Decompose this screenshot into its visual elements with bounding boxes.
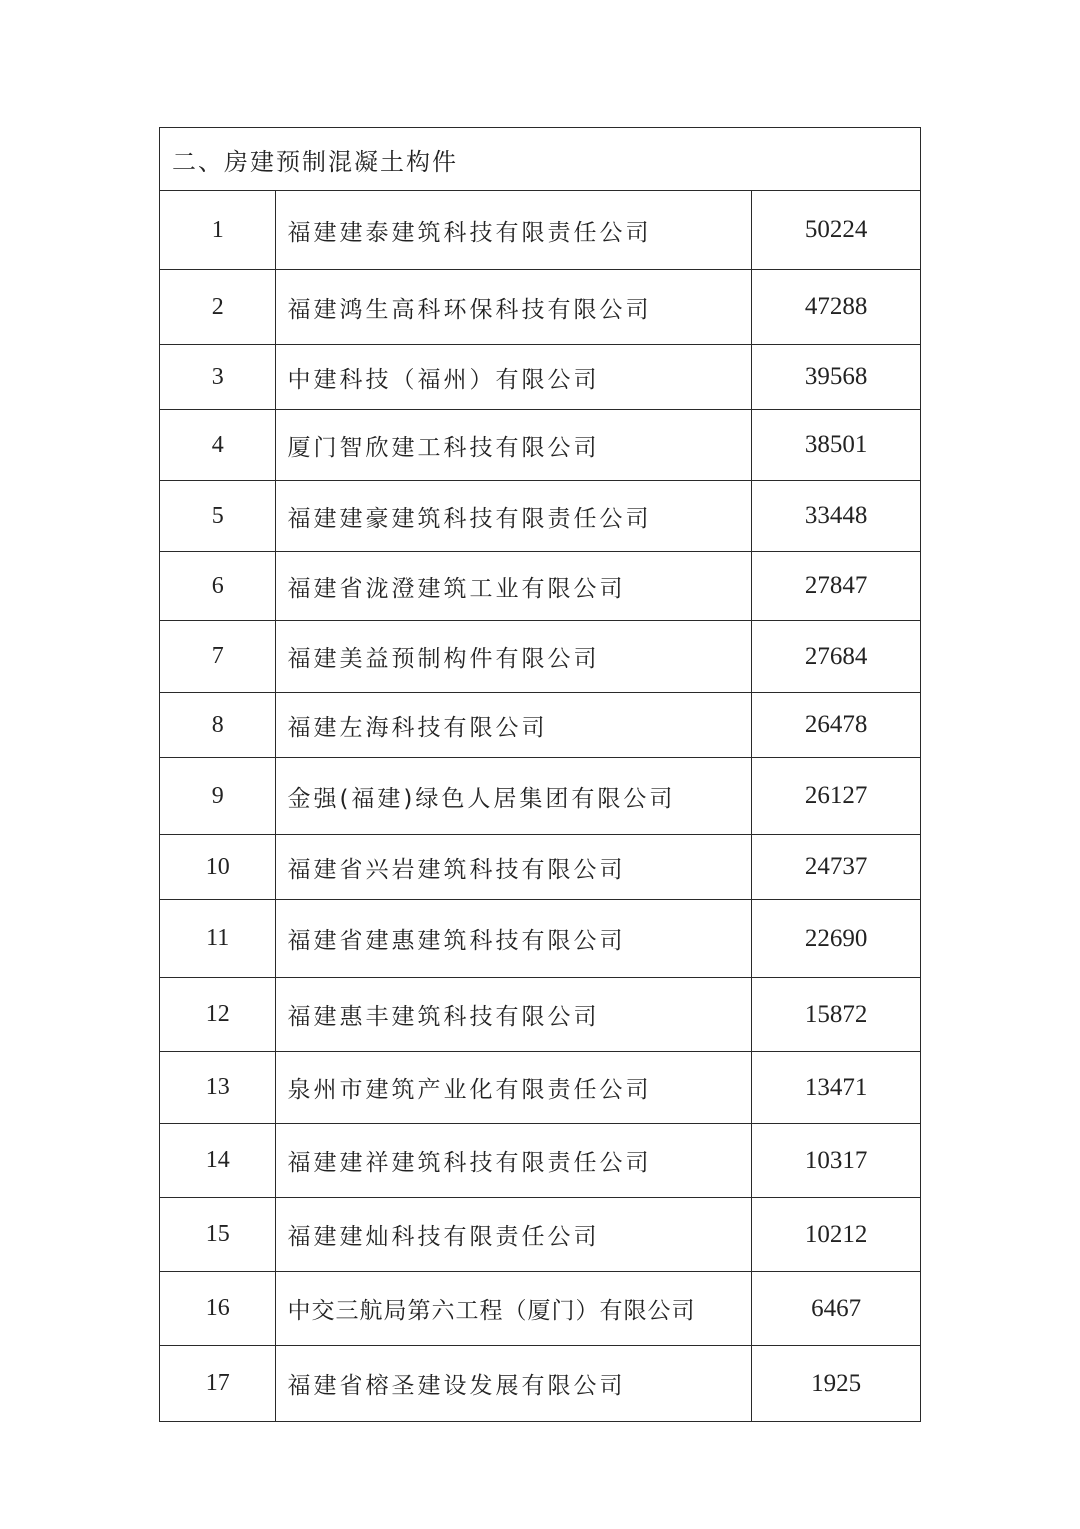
company-name: 金强(福建)绿色人居集团有限公司 — [276, 758, 752, 835]
row-value: 10212 — [752, 1198, 921, 1272]
table-row — [160, 270, 921, 345]
table-row — [160, 345, 921, 410]
table-row — [160, 552, 921, 621]
row-value: 13471 — [752, 1052, 921, 1124]
table-row — [160, 621, 921, 693]
row-value: 1925 — [752, 1346, 921, 1422]
row-number: 3 — [160, 345, 276, 410]
row-value: 26478 — [752, 693, 921, 758]
row-number: 6 — [160, 552, 276, 621]
row-number: 2 — [160, 270, 276, 345]
section-header-row — [160, 128, 921, 191]
row-number: 16 — [160, 1272, 276, 1346]
company-name: 福建美益预制构件有限公司 — [276, 621, 752, 693]
row-value: 22690 — [752, 900, 921, 978]
row-number: 1 — [160, 191, 276, 270]
company-name: 福建建灿科技有限责任公司 — [276, 1198, 752, 1272]
row-value: 24737 — [752, 835, 921, 900]
row-number: 9 — [160, 758, 276, 835]
row-value: 6467 — [752, 1272, 921, 1346]
company-name: 福建省兴岩建筑科技有限公司 — [276, 835, 752, 900]
row-value: 33448 — [752, 481, 921, 552]
table-row — [160, 191, 921, 270]
ranking-table — [159, 127, 921, 1422]
company-name: 中建科技（福州）有限公司 — [276, 345, 752, 410]
row-number: 5 — [160, 481, 276, 552]
table-row — [160, 758, 921, 835]
company-name: 福建省建惠建筑科技有限公司 — [276, 900, 752, 978]
row-number: 14 — [160, 1124, 276, 1198]
company-name: 中交三航局第六工程（厦门）有限公司 — [276, 1272, 752, 1346]
table-row — [160, 1198, 921, 1272]
row-number: 4 — [160, 410, 276, 481]
table-row — [160, 693, 921, 758]
table-row — [160, 1052, 921, 1124]
row-number: 8 — [160, 693, 276, 758]
company-name: 厦门智欣建工科技有限公司 — [276, 410, 752, 481]
company-name: 福建省榕圣建设发展有限公司 — [276, 1346, 752, 1422]
row-number: 10 — [160, 835, 276, 900]
row-number: 17 — [160, 1346, 276, 1422]
company-name: 福建省泷澄建筑工业有限公司 — [276, 552, 752, 621]
row-number: 7 — [160, 621, 276, 693]
row-value: 27847 — [752, 552, 921, 621]
table-row — [160, 900, 921, 978]
row-number: 15 — [160, 1198, 276, 1272]
row-value: 15872 — [752, 978, 921, 1052]
row-number: 13 — [160, 1052, 276, 1124]
row-value: 10317 — [752, 1124, 921, 1198]
row-value: 26127 — [752, 758, 921, 835]
row-value: 50224 — [752, 191, 921, 270]
table-row — [160, 481, 921, 552]
company-name: 福建惠丰建筑科技有限公司 — [276, 978, 752, 1052]
table-row — [160, 978, 921, 1052]
row-value: 47288 — [752, 270, 921, 345]
company-name: 福建建祥建筑科技有限责任公司 — [276, 1124, 752, 1198]
table-row — [160, 1346, 921, 1422]
row-number: 11 — [160, 900, 276, 978]
table-row — [160, 1124, 921, 1198]
company-name: 福建鸿生高科环保科技有限公司 — [276, 270, 752, 345]
company-name: 福建左海科技有限公司 — [276, 693, 752, 758]
row-number: 12 — [160, 978, 276, 1052]
ranking-table-wrapper — [159, 127, 921, 1422]
row-value: 38501 — [752, 410, 921, 481]
row-value: 27684 — [752, 621, 921, 693]
company-name: 福建建泰建筑科技有限责任公司 — [276, 191, 752, 270]
row-value: 39568 — [752, 345, 921, 410]
table-row — [160, 410, 921, 481]
section-title: 二、房建预制混凝土构件 — [160, 128, 921, 191]
company-name: 泉州市建筑产业化有限责任公司 — [276, 1052, 752, 1124]
company-name: 福建建豪建筑科技有限责任公司 — [276, 481, 752, 552]
table-row — [160, 835, 921, 900]
table-row — [160, 1272, 921, 1346]
